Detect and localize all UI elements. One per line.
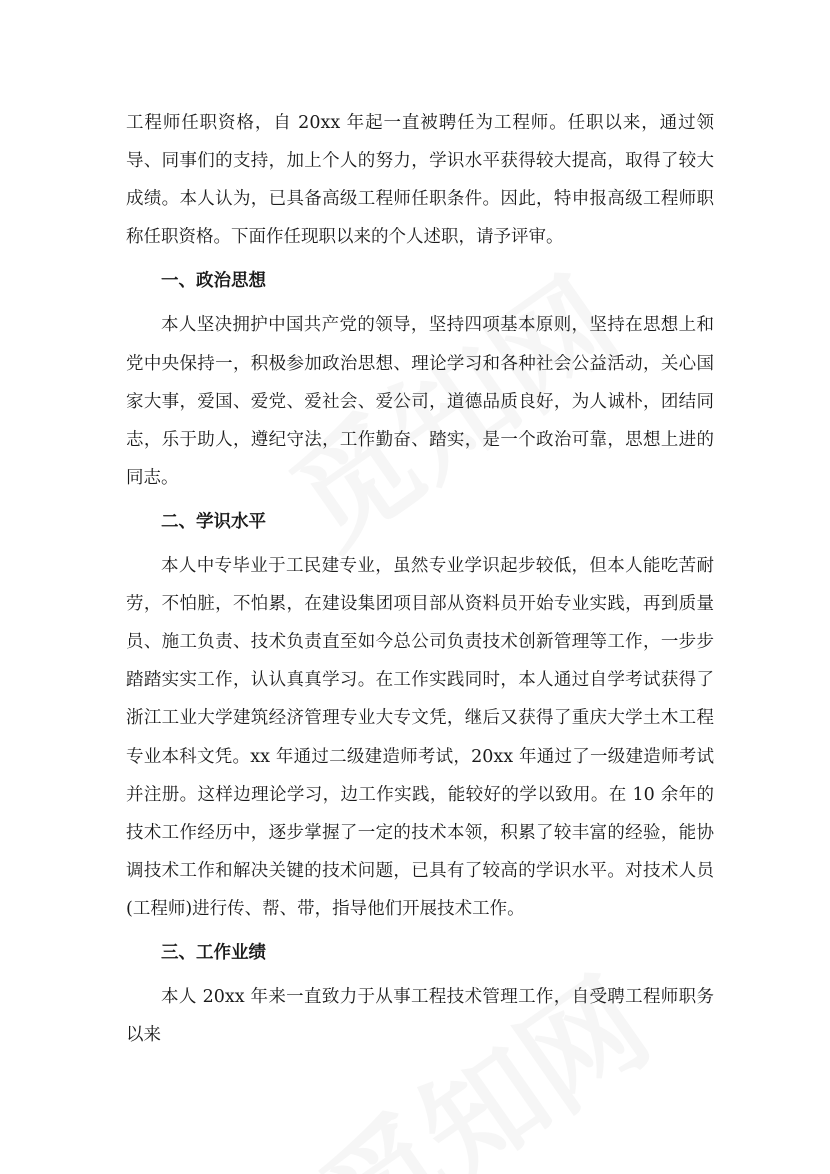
document-body [126, 104, 714, 1054]
section-body-political: 本人坚决拥护中国共产党的领导，坚持四项基本原则，坚持在思想上和党中央保持一，积极参加政治思想、理论学习和各种社会公益活动，关心国家大事，爱国、爱党、爱社会、爱公司，道德品质良好，为人诚朴，团结同志，乐于助人，遵纪守法，工作勤奋、踏实，是一个政治可靠，思想上进的同志。 [126, 315, 714, 488]
intro-paragraph: 工程师任职资格，自 20xx 年起一直被聘任为工程师。任职以来，通过领导、同事们的支持，加上个人的努力，学识水平获得较大提高，取得了较大成绩。本人认为，已具备高级工程师任职条件。因此，特申报高级工程师职称任职资格。下面作任现职以来的个人述职，请予评审。 [126, 113, 714, 248]
section-heading-political: 一、政治思想 [161, 271, 266, 292]
section-body-achievements: 本人 20xx 年来一直致力于从事工程技术管理工作，自受聘工程师职务以来 [126, 987, 714, 1046]
section-heading-knowledge: 二、学识水平 [161, 511, 266, 532]
section-heading-achievements: 三、工作业绩 [161, 942, 266, 963]
section-body-knowledge: 本人中专毕业于工民建专业，虽然专业学识起步较低，但本人能吃苦耐劳，不怕脏，不怕累，在建设集团项目部从资料员开始专业实践，再到质量员、施工负责、技术负责直至如今总公司负责技术创新管理等工作，一步步踏踏实实工作，认认真真学习。在工作实践同时，本人通过自学考试获得了浙江工业大学建筑经济管理专业大专文凭，继后又获得了重庆大学土木工程专业本科文凭。xx 年通过二级建造师考试，20xx 年通过了一级建造师考试并注册。这样边理论学习，边工作实践，能较好的学以致用。在 10 余年的技术工作经历中，逐步掌握了一定的技术本领，积累了较丰富的经验，能协调技术工作和解决关键的技术问题，已具有了较高的学识水平。对技术人员(工程师)进行传、帮、带，指导他们开展技术工作。 [126, 556, 714, 919]
